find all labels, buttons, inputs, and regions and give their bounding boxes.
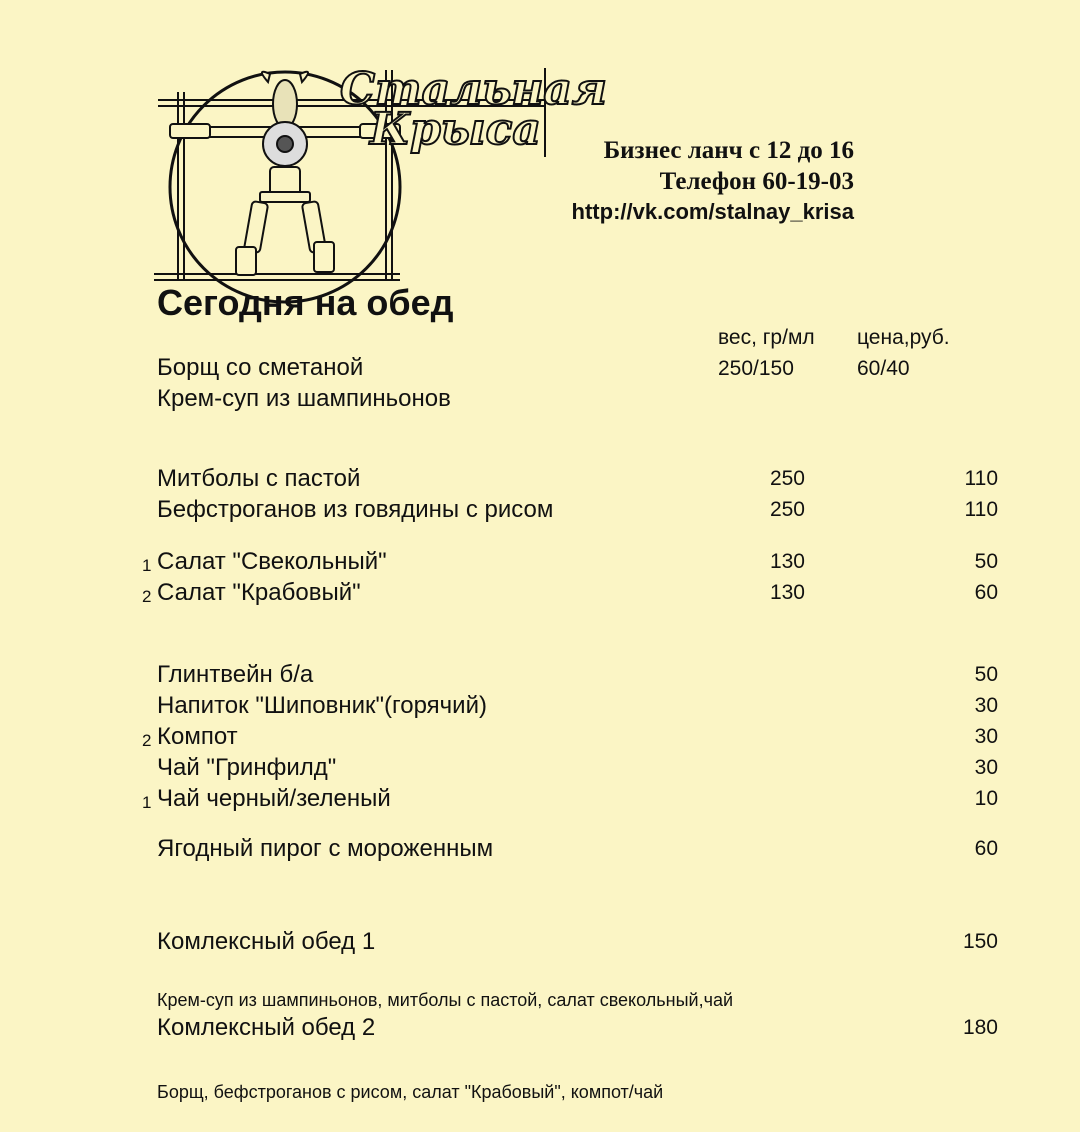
menu-item-name: Митболы с пастой xyxy=(157,465,361,492)
menu-item-weight: 250/150 xyxy=(718,357,794,380)
combo-price: 180 xyxy=(962,1016,998,1039)
menu-item-name: Напиток "Шиповник"(горячий) xyxy=(157,692,487,719)
menu-item-name: Глинтвейн б/а xyxy=(157,661,314,688)
menu-item-name: Крем-суп из шампиньонов xyxy=(157,385,451,412)
combo-price: 150 xyxy=(962,930,998,953)
menu-item-price: 50 xyxy=(974,663,998,686)
menu-item-price: 60 xyxy=(974,581,998,604)
menu-item-weight: 130 xyxy=(769,581,805,604)
menu-item-price: 110 xyxy=(964,467,998,490)
menu-item-price: 110 xyxy=(964,498,998,521)
menu-item-weight: 250 xyxy=(769,467,805,490)
menu-item-weight: 130 xyxy=(769,550,805,573)
menu-item-price: 30 xyxy=(974,725,998,748)
combo-marker: 2 xyxy=(142,587,152,606)
menu-item-price: 50 xyxy=(974,550,998,573)
menu-item-price: 30 xyxy=(974,694,998,717)
menu-item-name: Салат "Крабовый" xyxy=(157,579,361,606)
phone-number: Телефон 60-19-03 xyxy=(659,168,854,195)
menu-item-price: 10 xyxy=(974,787,998,810)
menu-item-name: Борщ со сметаной xyxy=(157,354,364,381)
business-lunch-hours: Бизнес ланч с 12 до 16 xyxy=(603,137,854,164)
menu-item-name: Компот xyxy=(157,723,238,750)
page-title: Сегодня на обед xyxy=(157,282,454,323)
menu-item-name: Чай черный/зеленый xyxy=(157,785,391,812)
menu-item-price: 30 xyxy=(974,756,998,779)
price-column-header: цена,руб. xyxy=(857,326,950,349)
menu-item-price: 60/40 xyxy=(857,357,910,380)
weight-column-header: вес, гр/мл xyxy=(718,326,815,349)
combo-marker: 2 xyxy=(142,731,152,750)
combo-marker: 1 xyxy=(142,793,152,812)
menu-item-price: 60 xyxy=(974,837,998,860)
combo-description: Крем-суп из шампиньонов, митболы с пастой, салат свекольный,чай xyxy=(157,990,734,1010)
menu-item-name: Ягодный пирог с мороженным xyxy=(157,835,494,862)
steel-rat-logo xyxy=(150,52,607,287)
combo-name: Комлексный обед 2 xyxy=(157,1014,376,1041)
menu-item-name: Салат "Свекольный" xyxy=(157,548,387,575)
menu-item-weight: 250 xyxy=(769,498,805,521)
menu-item-name: Чай "Гринфилд" xyxy=(157,754,337,781)
vk-link[interactable]: http://vk.com/stalnay_krisa xyxy=(571,199,854,224)
combo-name: Комлексный обед 1 xyxy=(157,928,376,955)
combo-marker: 1 xyxy=(142,556,152,575)
logo-text-line2: Крыса xyxy=(370,104,541,155)
combo-description: Борщ, бефстроганов с рисом, салат "Крабовый", компот/чай xyxy=(157,1082,664,1102)
menu-item-name: Бефстроганов из говядины с рисом xyxy=(157,496,554,523)
logo-text-line1: Стальная xyxy=(340,64,607,115)
